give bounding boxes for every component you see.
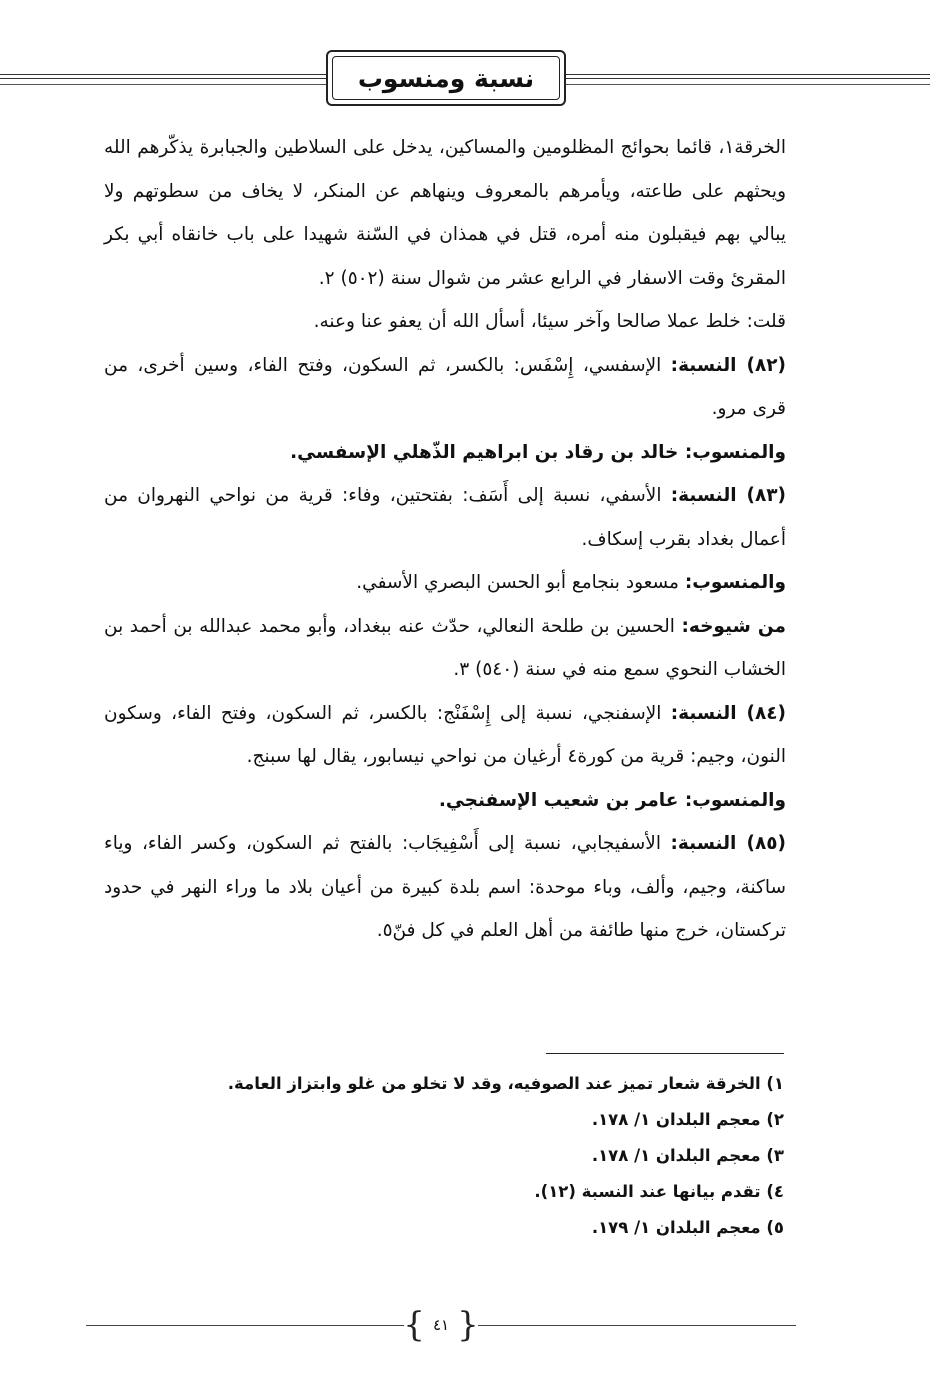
main-text [104, 126, 786, 953]
footnote-1: ١) الخرقة شعار تميز عند الصوفيه، وقد لا تخلو من غلو وابتزاز العامة. [227, 1074, 784, 1093]
attribution-text: عامر بن شعيب الإسفنجي. [438, 789, 685, 811]
entry-label: النسبة: [670, 702, 737, 724]
right-brace-ornament: } [457, 1305, 479, 1345]
entry-number: (٨٣) [736, 485, 787, 506]
attribution-label: والمنسوب: [684, 789, 786, 811]
entry-text: الإسفسي، إِسْفَس: بالكسر، ثم السكون، وفتح الفاء، وسين أخرى، من قرى مرو. [104, 354, 786, 419]
footnote-separator [546, 1053, 784, 1054]
entry-text: الأسفيجابي، نسبة إلى أَسْفِيجَاب: بالفتح ثم السكون، وكسر الفاء، وياء ساكنة، وجيم، وألف، وباء موحدة: اسم بلدة كبيرة من أعيان بلاد ما وراء النهر في حدود تركستان، خرج منها طائفة من أهل العلم في كل فنّ٥. [104, 833, 786, 941]
footer-rule-left [86, 1325, 404, 1326]
attribution-84 [104, 779, 786, 823]
footnotes [150, 1066, 784, 1246]
page-header-title: نسبة ومنسوب [357, 63, 535, 93]
teachers-text: الحسين بن طلحة النعالي، حدّث عنه ببغداد، وأبو محمد عبدالله بن أحمد بن الخشاب النحوي سمع منه في سنة (٥٤٠) ٣. [104, 615, 786, 680]
entry-label: النسبة: [670, 354, 737, 376]
left-brace-ornament: { [403, 1305, 425, 1345]
header-title-box [326, 50, 566, 106]
entry-85 [104, 822, 786, 953]
entry-number: (٨٢) [736, 354, 786, 376]
teachers-label: من شيوخه: [681, 615, 786, 637]
footnote-5: ٥) معجم البلدان ١/ ١٧٩. [591, 1218, 784, 1237]
footnote-4: ٤) تقدم بيانها عند النسبة (١٢). [534, 1182, 784, 1201]
entry-number: (٨٤) [736, 702, 786, 724]
attribution-label: والمنسوب: [684, 572, 786, 593]
footnote-2: ٢) معجم البلدان ١/ ١٧٨. [591, 1110, 784, 1129]
attribution-text: خالد بن رقاد بن ابراهيم الذّهلي الإسفسي. [290, 441, 685, 463]
entry-number: (٨٥) [736, 833, 786, 854]
header-title-frame [332, 56, 560, 100]
page-number: ٤١ [432, 1316, 450, 1334]
footer-rule-right [478, 1325, 796, 1326]
entry-text: الإسفنجي، نسبة إلى إِسْفَنْج: بالكسر، ثم السكون، وفتح الفاء، وسكون النون، وجيم: قرية من كورة٤ أرغيان من نواحي نيسابور، يقال لها سبنج. [104, 702, 786, 767]
teachers-83 [104, 605, 786, 692]
entry-82 [104, 344, 786, 431]
entry-text: الأسفي، نسبة إلى أَسَف: بفتحتين، وفاء: قرية من نواحي النهروان من أعمال بغداد بقرب إسكاف. [104, 485, 786, 550]
attribution-text: مسعود بنجامع أبو الحسن البصري الأسفي. [356, 572, 685, 593]
entry-label: النسبة: [670, 485, 737, 506]
entry-84 [104, 692, 786, 779]
attribution-label: والمنسوب: [684, 441, 786, 463]
attribution-82 [104, 431, 786, 475]
paragraph-intro: الخرقة١، قائما بحوائج المظلومين والمساكين، يدخل على السلاطين والجبابرة يذكّرهم الله ويحثهم على طاعته، ويأمرهم بالمعروف وينهاهم عن المنكر، لا يخاف من سطوتهم ولا يبالي بهم فيقبلون منه أمره، قتل في همذان في السّنة شهيدا على باب خانقاه أبي بكر المقرئ وقت الاسفار في الرابع عشر من شوال سنة (٥٠٢) ٢. [104, 137, 786, 289]
attribution-83 [104, 561, 786, 605]
entry-83 [104, 474, 786, 561]
entry-label: النسبة: [670, 833, 737, 854]
footnote-3: ٣) معجم البلدان ١/ ١٧٨. [591, 1146, 784, 1165]
paragraph-comment: قلت: خلط عملا صالحا وآخر سيئا، أسأل الله أن يعفو عنا وعنه. [313, 311, 786, 332]
page-number-frame [404, 1306, 478, 1344]
